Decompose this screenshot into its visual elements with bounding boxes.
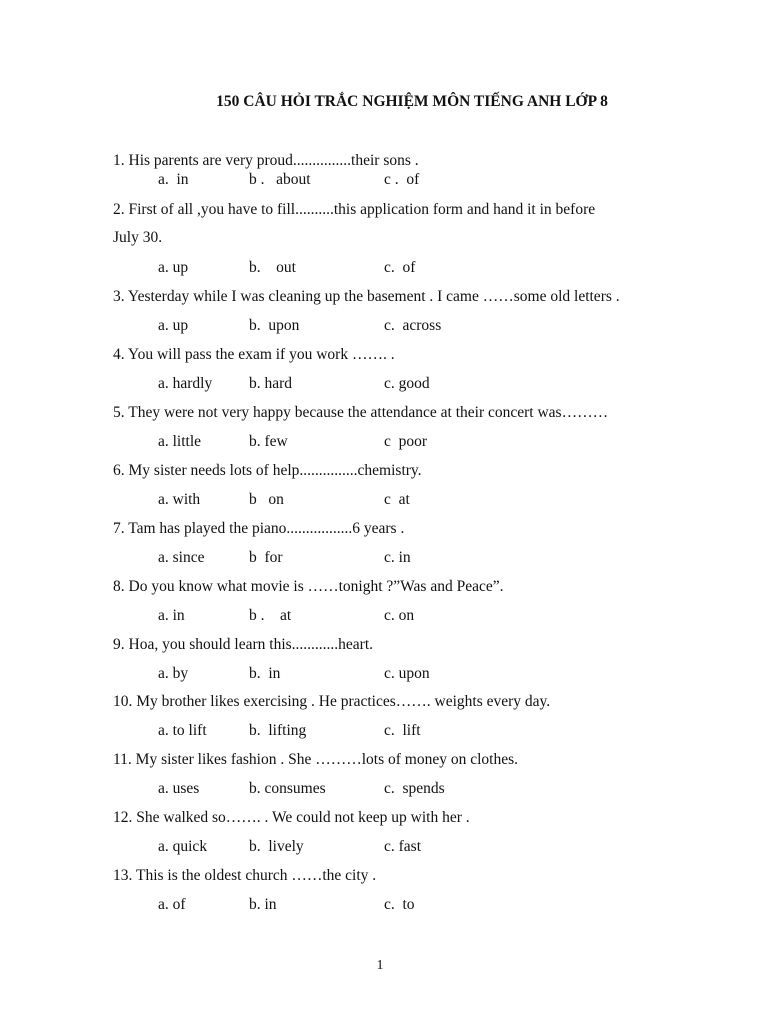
option-c: c. of (384, 259, 416, 276)
question-text-continued: July 30. (113, 229, 163, 246)
option-a: a. of (158, 896, 186, 913)
option-c: c. upon (384, 665, 430, 682)
option-a: a. by (158, 665, 189, 682)
option-b: b . about (249, 171, 311, 188)
question-text: 9. Hoa, you should learn this............heart. (113, 636, 374, 653)
question-text: 1. His parents are very proud...............their sons . (113, 152, 419, 169)
question-text: 3. Yesterday while I was cleaning up the basement . I came ……some old letters . (113, 288, 620, 305)
option-c: c. spends (384, 780, 445, 797)
option-c: c poor (384, 433, 428, 450)
option-b: b. upon (249, 317, 300, 334)
option-c: c. in (384, 549, 411, 566)
option-b: b. few (249, 433, 288, 450)
option-c: c. lift (384, 722, 421, 739)
page-title: 150 CÂU HỎI TRẮC NGHIỆM MÔN TIẾNG ANH LỚP 8 (216, 93, 608, 110)
question-text: 2. First of all ,you have to fill..........this application form and hand it in before (113, 201, 596, 218)
option-b: b. out (249, 259, 296, 276)
option-c: c . of (384, 171, 420, 188)
option-a: a. up (158, 259, 189, 276)
option-a: a. quick (158, 838, 208, 855)
option-c: c at (384, 491, 410, 508)
question-text: 4. You will pass the exam if you work ……. . (113, 346, 395, 363)
option-a: a. uses (158, 780, 200, 797)
option-a: a. little (158, 433, 202, 450)
option-b: b. lifting (249, 722, 307, 739)
option-b: b for (249, 549, 283, 566)
option-a: a. to lift (158, 722, 207, 739)
option-c: c. good (384, 375, 430, 392)
question-text: 6. My sister needs lots of help...............chemistry. (113, 462, 422, 479)
option-c: c. to (384, 896, 415, 913)
option-a: a. since (158, 549, 205, 566)
question-text: 11. My sister likes fashion . She ………lots of money on clothes. (113, 751, 518, 768)
option-c: c. across (384, 317, 442, 334)
option-b: b. consumes (249, 780, 326, 797)
option-b: b. hard (249, 375, 293, 392)
page-number: 1 (376, 958, 384, 973)
option-b: b. in (249, 665, 281, 682)
option-c: c. fast (384, 838, 422, 855)
question-text: 10. My brother likes exercising . He practices……. weights every day. (113, 693, 551, 710)
option-b: b. in (249, 896, 277, 913)
option-a: a. in (158, 171, 189, 188)
question-text: 5. They were not very happy because the attendance at their concert was……… (113, 404, 609, 421)
option-b: b . at (249, 607, 292, 624)
option-a: a. up (158, 317, 189, 334)
option-c: c. on (384, 607, 415, 624)
option-b: b on (249, 491, 284, 508)
question-text: 8. Do you know what movie is ……tonight ?”Was and Peace”. (113, 578, 504, 595)
option-b: b. lively (249, 838, 304, 855)
option-a: a. with (158, 491, 201, 508)
question-text: 12. She walked so……. . We could not keep up with her . (113, 809, 470, 826)
question-text: 13. This is the oldest church ……the city . (113, 867, 377, 884)
option-a: a. hardly (158, 375, 213, 392)
option-a: a. in (158, 607, 185, 624)
question-text: 7. Tam has played the piano.................6 years . (113, 520, 405, 537)
